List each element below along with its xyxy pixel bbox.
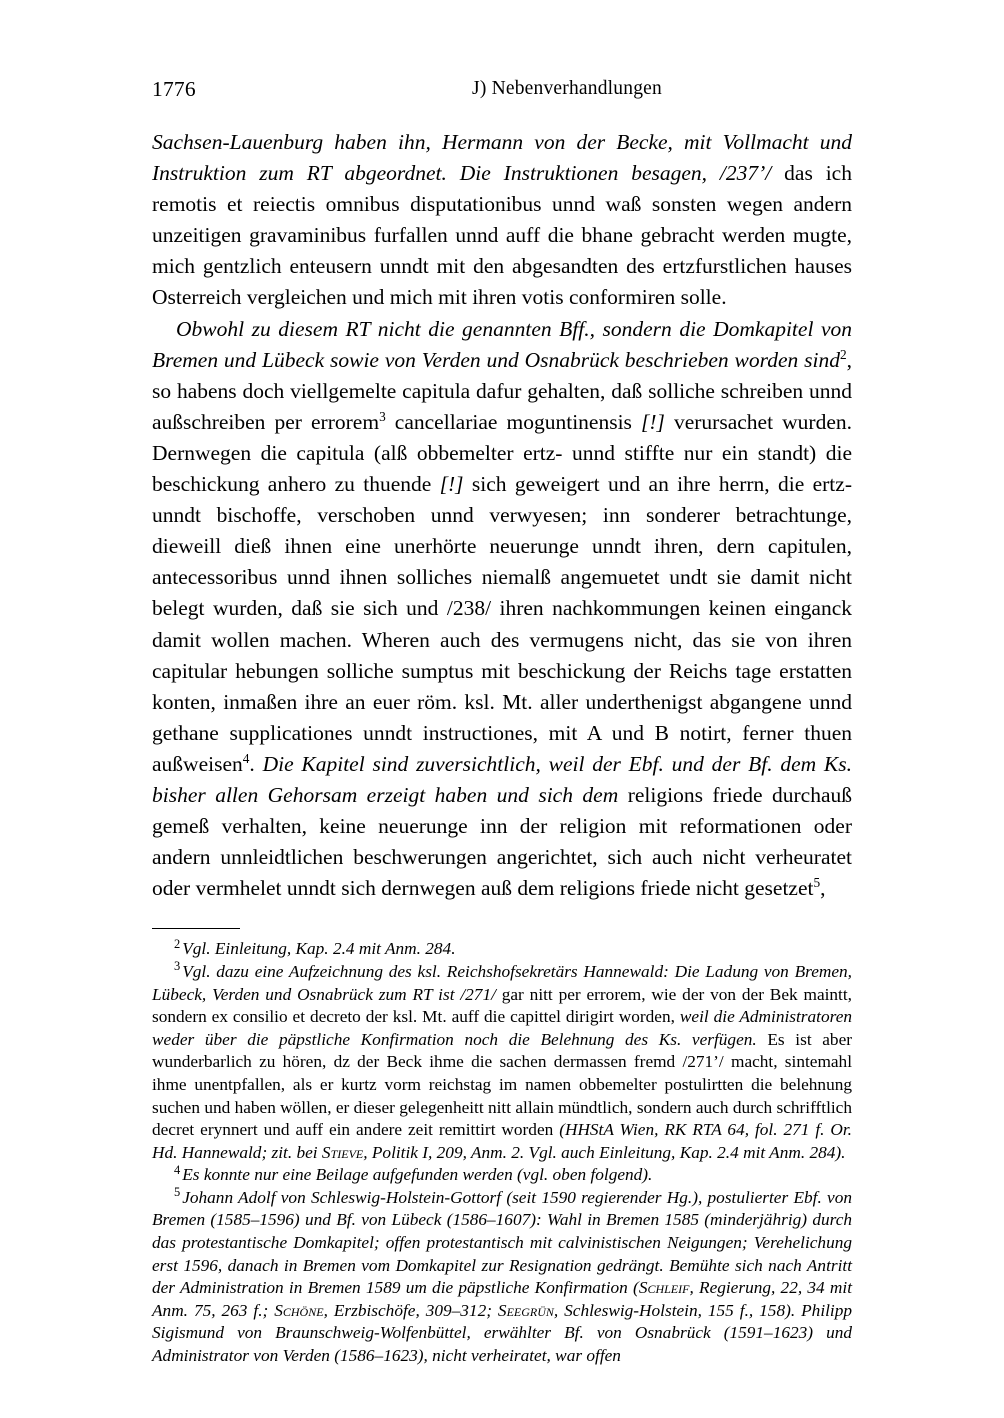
page-number: 1776 bbox=[152, 77, 196, 101]
footnote-number-2: 2 bbox=[174, 936, 181, 951]
footnote-3-italic-3a: (HHStA Wien, RK RTA 64, fol. 271 f. Or. Hd. Hannewald; zit. bei bbox=[152, 1120, 852, 1162]
paragraph-2-roman-g: , bbox=[820, 876, 826, 901]
paragraph-2-roman-e: . bbox=[249, 751, 263, 776]
footnote-3 bbox=[152, 961, 852, 1164]
footnote-3-roman-2: Es ist aber wunderbarlich zu hören, dz der Beck ihme die sachen dermassen fremd /271’/ macht, sintemahl ihme unentpfallen, als er kurtz vorm reichstag im namen obbemelter postulirtten die belehnung suchen und haben wöllen, er dieser gelegenheitt nitt allain mündtlich, sondern auch durch schrifftlich decret erynnert und auff ein andere zeit remittirt worden bbox=[152, 1029, 853, 1140]
footnote-5-italic-2: , Regierung, 22, 34 mit Anm. 75, 263 f.; bbox=[152, 1278, 852, 1320]
footnote-separator-rule bbox=[152, 928, 240, 929]
paragraph-2-roman-d: sich geweigert und an ihre herrn, die ertz- unndt bischoffe, verschoben unnd verwyesen; inn sonderer betrachtunge, dieweill dieß ihnen eine unerhörte neuerunge unndt ihren, dern capitulen, antecessoribus unnd ihnen solliches niemalß angemuetet undt sie damit nicht belegt wurden, daß sie sich und /238/ ihren nachkommungen keinen einganck damit wollen machen. Wheren auch des vermugens nicht, das sie von ihren capitular hebungen solliche sumptus mit beschickung der Reichs tage erstatten konten, inmaßen ihre an euer röm. ksl. Mt. aller underthenigst abgangene unnd gethane supplicationes unndt instructiones, mit A und B notirt, ferner thuen außweisen bbox=[152, 472, 852, 776]
paragraph-1-roman: das ich remotis et reiectis omnibus disputationibus unnd waß sonsten wegen andern unzeitigen gravaminibus furfallen unnd auff die bhane gebracht werden mugte, mich gentzlich enteusern unndt mit den abgesandten des ertzfurstlichen hauses Osterreich vergleichen und mich mit ihren votis conformiren solle. bbox=[152, 161, 852, 310]
footnote-3-italic-1: Vgl. dazu eine Aufzeichnung des ksl. Reichshofsekretärs Hannewald: Die Ladung von Bremen, Lübeck, Verden und Osnabrück zum RT ist /271/ bbox=[152, 961, 852, 1004]
paragraph-2 bbox=[152, 314, 852, 905]
footnote-5-italic-4: , Schleswig-Holstein, 155 f., 158). Philipp Sigismund von Braunschweig-Wolfenbüttel, erwählter Bf. von Osnabrück (1591–1623) und Administrator von Verden (1586–1623), nicht verheiratet, war offen bbox=[152, 1300, 853, 1366]
footnote-2-text: Vgl. Einleitung, Kap. 2.4 mit Anm. 284. bbox=[182, 939, 456, 959]
footnote-ref-4[interactable]: 4 bbox=[242, 750, 250, 766]
footnote-3-italic-3b: , Politik I, 209, Anm. 2. Vgl. auch Einleitung, Kap. 2.4 mit Anm. 284). bbox=[363, 1142, 846, 1162]
sic-marker-2: [!] bbox=[439, 472, 464, 497]
footnote-number-3: 3 bbox=[174, 959, 181, 974]
footnote-ref-2[interactable]: 2 bbox=[839, 346, 847, 362]
paragraph-2-roman-f: religions friede durchauß gemeß verhalten, keine neuerunge inn der religion mit reformationen oder andern unnleidtlichen beschwerungen angerichtet, sich auch nicht verheuratet oder vermhelet unndt sich dernwegen auß dem religions friede nicht gesetzet bbox=[152, 782, 852, 901]
footnote-3-roman-1: gar nitt per errorem, wie der von der Bek maintt, sondern ex consilio et decreto der ksl. Mt. auff die capittel dirigirt worden, bbox=[152, 984, 852, 1027]
paragraph-2-roman-c: verursachet wurden. Dernwegen die capitula (alß obbemelter ertz- unnd stiffte nur ein standt) die beschickung anhero zu thuende bbox=[152, 409, 852, 497]
footnote-5-italic-1: Johann Adolf von Schleswig-Holstein-Gottorf (seit 1590 regierender Hg.), postulierter Ebf. von Bremen (1585–1596) und Bf. von Lübeck (1586–1607): Wahl in Bremen 1585 (minderjährig) durch das protestantische Domkapitel; offen protestantisch mit calvinistischen Neigungen; Verehelichung erst 1596, danach in Bremen vom Domkapitel zur Resignation gedrängt. Bemühte sich nach Antritt der Administration in Bremen 1589 um die päpstliche Konfirmation ( bbox=[152, 1187, 852, 1298]
footnote-5 bbox=[152, 1187, 852, 1368]
footnote-2 bbox=[152, 938, 852, 961]
paragraph-1-italic-lead: Sachsen-Lauenburg haben ihn, Hermann von der Becke, mit Vollmacht und Instruktion zum RT abgeordnet. Die Instruktionen besagen, /237’/ bbox=[152, 130, 852, 186]
footnote-4 bbox=[152, 1164, 852, 1187]
paragraph-1 bbox=[152, 127, 852, 314]
footnote-3-italic-2: weil die Administratoren weder über die päpstliche Konfirmation noch die Belehnung des Ks. verfügen. bbox=[152, 1007, 853, 1049]
paragraph-2-roman-b: cancellariae moguntinensis bbox=[385, 409, 641, 434]
footnote-5-italic-3: , Erzbischöfe, 309–312; bbox=[323, 1300, 498, 1320]
running-head bbox=[152, 72, 852, 106]
footnote-number-5: 5 bbox=[174, 1185, 181, 1200]
footnote-5-smallcaps-seegruen: Seegrün bbox=[497, 1300, 554, 1320]
footnote-area bbox=[152, 938, 852, 1367]
footnote-number-4: 4 bbox=[174, 1162, 181, 1177]
footnote-4-text: Es konnte nur eine Beilage aufgefunden werden (vgl. oben folgend). bbox=[182, 1165, 653, 1185]
page-content bbox=[152, 72, 852, 1368]
running-title: J) Nebenverhandlungen bbox=[472, 78, 662, 99]
footnote-5-smallcaps-schoene: Schöne bbox=[274, 1300, 324, 1320]
paragraph-2-italic-mid: Die Kapitel sind zuversichtlich, weil der Ebf. und der Bf. dem Ks. bisher allen Gehorsam erzeigt haben und sich dem bbox=[152, 751, 853, 807]
paragraph-2-italic-lead: Obwohl zu diesem RT nicht die genannten Bff., sondern die Domkapitel von Bremen und Lübeck sowie von Verden und Osnabrück beschrieben worden sind bbox=[152, 316, 852, 372]
footnote-5-smallcaps-schleif: Schleif bbox=[638, 1278, 690, 1298]
body-text bbox=[152, 127, 852, 904]
footnote-ref-5[interactable]: 5 bbox=[813, 875, 821, 891]
paragraph-2-roman-a: , so habens doch viellgemelte capitula dafur gehalten, daß solliche schreiben unnd außschreiben per errorem bbox=[152, 347, 852, 434]
footnote-3-smallcaps-stieve: Stieve bbox=[321, 1142, 364, 1162]
footnote-ref-3[interactable]: 3 bbox=[379, 408, 386, 424]
sic-marker-1: [!] bbox=[641, 409, 665, 434]
